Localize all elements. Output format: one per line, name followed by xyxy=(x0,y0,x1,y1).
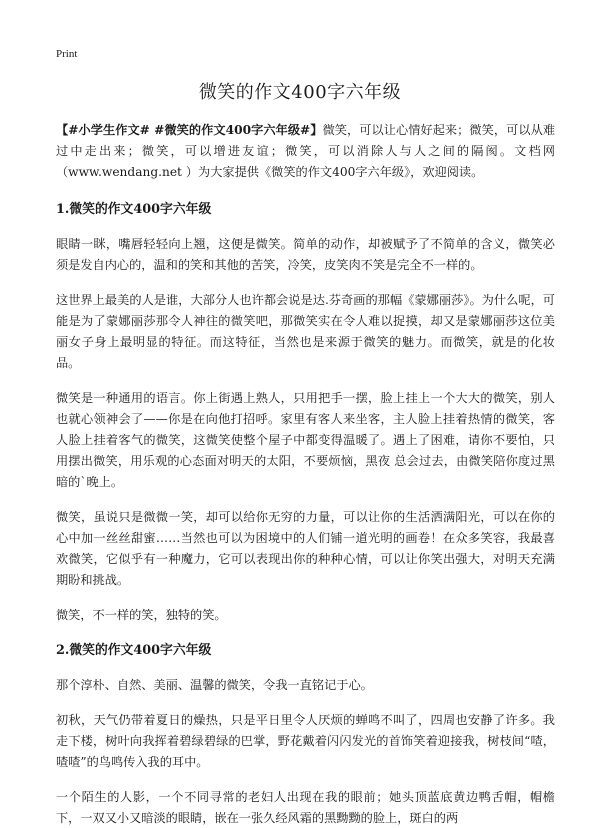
section-heading: 2.微笑的作文400字六年级 xyxy=(56,643,212,658)
intro-paragraph xyxy=(56,120,555,183)
body-paragraph: 微笑是一种通用的语言。你上街遇上熟人，只用把手一摆，脸上挂上一个大大的微笑，别人也就心领神会了——你是在向他打招呼。家里有客人来坐客，主人脸上挂着热情的微笑，客人脸上挂着客气的微笑，这微笑使整个屋子中都变得温暖了。遇上了困难，请你不要怕，只用摆出微笑，用乐观的心态面对明天的太阳，不要烦恼，黑夜 总会过去，由微笑陪你度过黑暗的`晚上。 xyxy=(56,391,555,489)
body-paragraph: 那个淳朴、自然、美丽、温馨的微笑，令我一直铭记于心。 xyxy=(56,678,373,692)
body-paragraph: 微笑，不一样的笑，独特的笑。 xyxy=(56,608,227,622)
body-paragraph: 初秋，天气仍带着夏日的燥热，只是平日里令人厌烦的蝉鸣不叫了，四周也安静了许多。我走下楼，树叶向我挥着碧绿碧绿的巴掌，野花戴着闪闪发光的首饰笑着迎接我，树枝间“喳，喳喳”的鸟鸣传入我的耳中。 xyxy=(56,713,555,769)
body-paragraph: 这世界上最美的人是谁，大部分人也许都会说是达.芬奇画的那幅《蒙娜丽莎》。为什么呢，可能是为了蒙娜丽莎那令人神往的微笑吧，那微笑实在令人难以捉摸，却又是蒙娜丽莎这位美丽女子身上最明显的特征。而这特征，当然也是来源于微笑的魅力。而微笑，就是的化妆品。 xyxy=(56,293,555,370)
body-paragraph: 微笑，虽说只是微微一笑，却可以给你无穷的力量，可以让你的生活洒满阳光，可以在你的心中加一丝丝甜蜜……当然也可以为困境中的人们铺一道光明的画卷！在众多笑容，我最喜欢微笑，它似乎有一种魔力，它可以表现出你的种种心情，可以让你笑出强大，对明天充满期盼和挑战。 xyxy=(56,510,555,587)
page-title: 微笑的作文400字六年级 xyxy=(198,82,402,103)
body-paragraph: 一个陌生的人影，一个不同寻常的老妇人出现在我的眼前；她头顶蓝底黄边鸭舌帽，帽檐下，一双又小又暗淡的眼睛，嵌在一张久经风霜的黑黝黝的脸上，斑白的两 xyxy=(56,790,555,825)
body-paragraph: 眼睛一眯，嘴唇轻轻向上翘，这便是微笑。简单的动作，却被赋予了不简单的含义，微笑必须是发自内心的，温和的笑和其他的苦笑，冷笑，皮笑肉不笑是完全不一样的。 xyxy=(56,237,555,272)
intro-tag: 【#小学生作文# #微笑的作文400字六年级#】 xyxy=(56,123,323,137)
document-body xyxy=(56,120,555,828)
print-link[interactable]: Print xyxy=(56,48,78,60)
intro-text: 微笑，可以让心情好起来；微笑，可以从难过中走出来；微笑，可以增进友谊；微笑，可以消除人与人之间的隔阂。文档网（www.wendang.net ）为大家提供《微笑的作文400字六年级》，欢迎阅读。 xyxy=(56,123,556,179)
section-heading: 1.微笑的作文400字六年级 xyxy=(56,202,212,217)
